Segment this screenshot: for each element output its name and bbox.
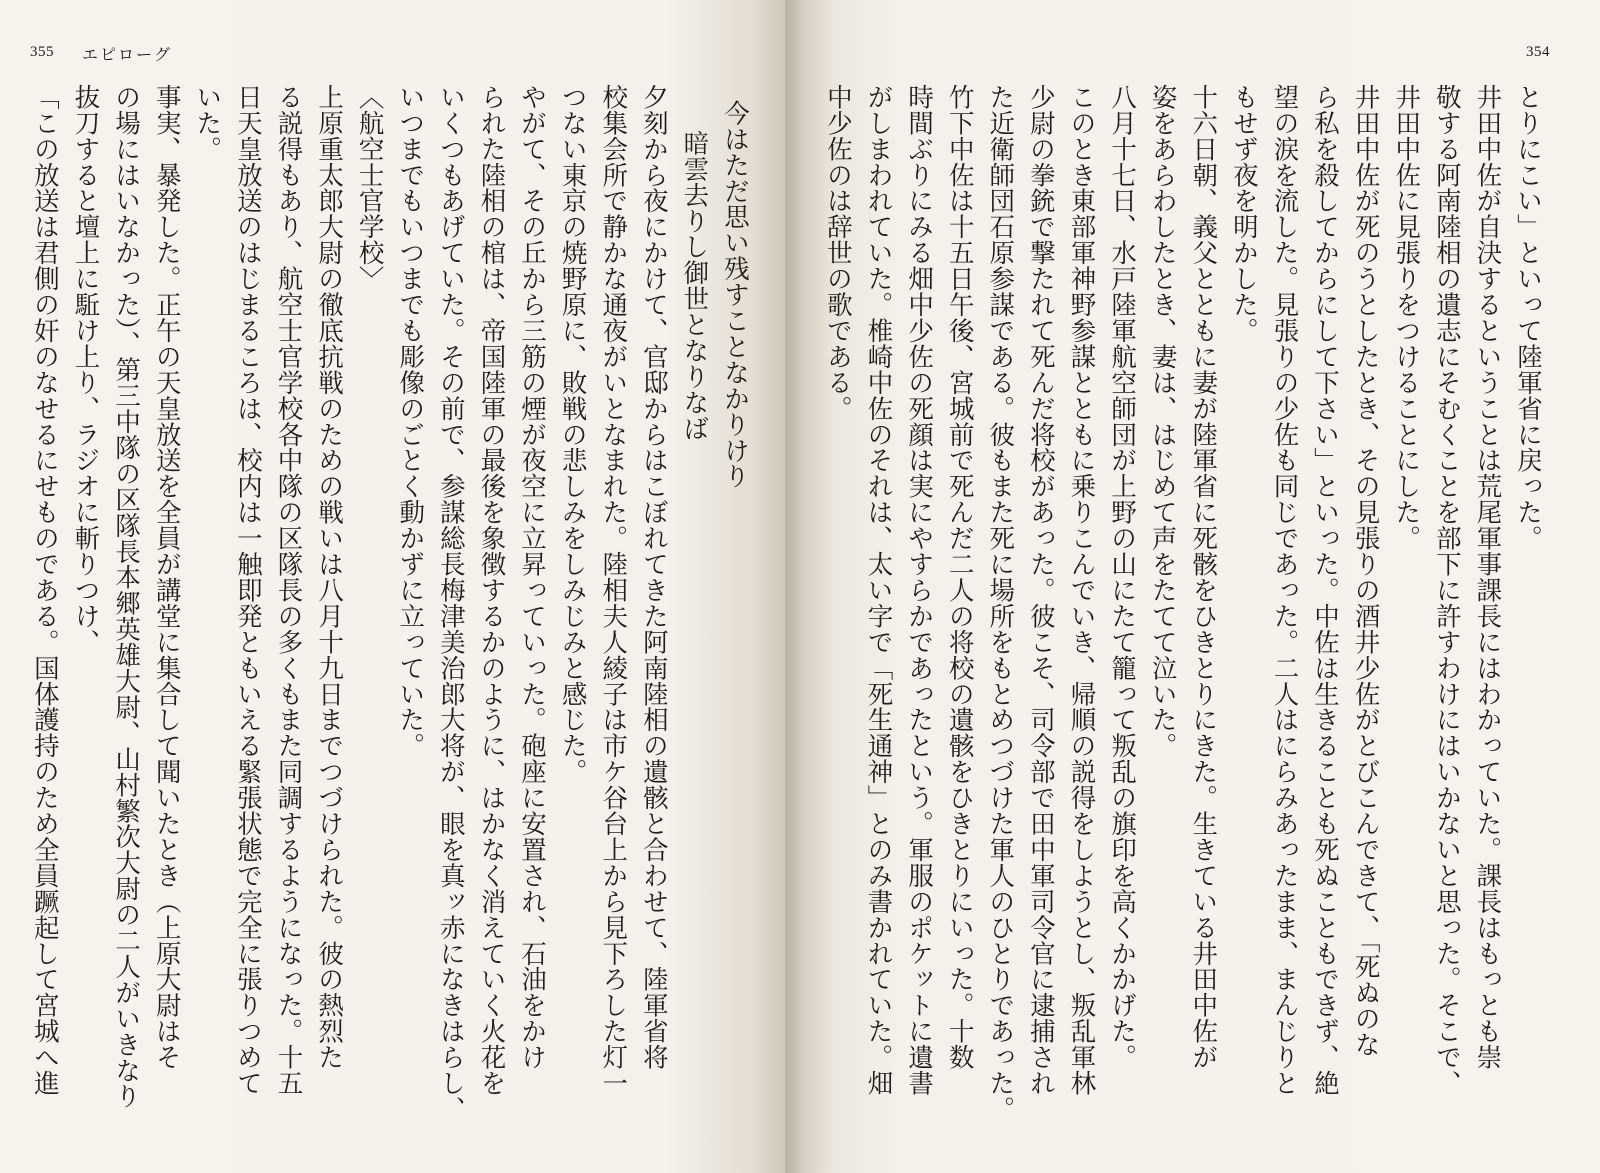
text-column: 望の涙を流した。見張りの少佐も同じであった。二人はにらみあったまま、まんじりと <box>1269 84 1300 1097</box>
left-page-body <box>24 84 755 1124</box>
text-column: 十六日朝、義父とともに妻が陸軍省に死骸をひきとりにきた。生きている井田中佐が <box>1188 84 1219 1071</box>
text-column: このとき東部軍神野参謀とともに乗りこんでいき、帰順の説得をしようとし、叛乱軍林 <box>1066 84 1097 1097</box>
text-column: 井田中佐が自決するということは荒尾軍事課長にはわかっていた。課長はもっとも崇 <box>1472 84 1503 1071</box>
text-column: つない東京の焼野原に、敗戦の悲しみをしみじみと感じた。 <box>557 84 588 785</box>
text-column: 抜刀すると壇上に駈け上り、ラジオに斬りつけ、 <box>70 84 101 655</box>
right-page-body <box>817 84 1548 1124</box>
text-column: 日天皇放送のはじまるころは、校内は一触即発ともいえる緊張状態で完全に張りつめて <box>232 84 263 1097</box>
text-column: 八月十七日、水戸陸軍航空師団が上野の山にたて籠って叛乱の旗印を高くかかげた。 <box>1107 84 1138 1071</box>
text-column: 事実、暴発した。正午の天皇放送を全員が講堂に集合して聞いたとき（上原大尉はそ <box>151 84 182 1071</box>
page-number-right: 354 <box>1526 44 1550 60</box>
text-column: がしまわれていた。椎崎中佐のそれは、太い字で「死生通神」とのみ書かれていた。畑 <box>863 84 894 1097</box>
text-column: の場にはいなかった）、第三中隊の区隊長本郷英雄大尉、山村繁次大尉の二人がいきなり <box>111 84 142 1110</box>
page-number-left: 355 <box>30 44 54 60</box>
text-column: とりにこい」といって陸軍省に戻った。 <box>1513 84 1543 552</box>
text-column: 中少佐のは辞世の歌である。 <box>822 84 853 422</box>
text-column: いくつもあげていた。その前で、参謀総長梅津美治郎大将が、眼を真ッ赤になきはらし、 <box>435 84 466 1122</box>
text-column: 姿をあらわしたとき、妻は、はじめて声をたてて泣いた。 <box>1147 84 1178 759</box>
section-heading: 〈航空士官学校〉 <box>354 84 385 292</box>
text-column: る説得もあり、航空士官学校各中隊の区隊長の多くもまた同調するようになった。十五 <box>273 84 304 1097</box>
text-column: た近衛師団石原参謀である。彼もまた死に場所をもとめつづけた軍人のひとりであった。 <box>985 84 1016 1122</box>
text-column: 校集会所で静かな通夜がいとなまれた。陸相夫人綾子は市ケ谷台上から見下ろした灯一 <box>598 84 629 1097</box>
text-column: やがて、その丘から三筋の煙が夜空に立昇っていった。砲座に安置され、石油をかけ <box>517 84 548 1071</box>
text-column: 夕刻から夜にかけて、官邸からはこぼれてきた阿南陸相の遺骸と合わせて、陸軍省将 <box>638 84 669 1071</box>
text-column: 上原重太郎大尉の徹底抗戦のための戦いは八月十九日までつづけられた。彼の熱烈た <box>314 84 345 1071</box>
right-page <box>785 0 1600 1173</box>
text-column: いた。 <box>192 84 223 162</box>
left-page <box>0 0 785 1173</box>
text-column: 時間ぶりにみる畑中少佐の死顔は実にやすらかであったという。軍服のポケットに遺書 <box>904 84 935 1097</box>
text-column: 竹下中佐は十五日午後、宮城前で死んだ二人の将校の遺骸をひきとりにいった。十数 <box>944 84 975 1071</box>
text-column: ら私を殺してからにして下さい」といった。中佐は生きることも死ぬこともできず、絶 <box>1310 84 1341 1097</box>
text-column: られた陸相の棺は、帝国陸軍の最後を象徴するかのように、はかなく消えていく火花を <box>476 84 507 1097</box>
text-column: 少尉の拳銃で撃たれて死んだ将校があった。彼こそ、司令部で田中軍司令官に逮捕され <box>1025 84 1056 1097</box>
text-column: 井田中佐が死のうとしたとき、その見張りの酒井少佐がとびこんできて、「死ぬのな <box>1350 84 1381 1058</box>
text-column: 「この放送は君側の奸のなせるにせものである。国体護持のため全員蹶起して宮城へ進 <box>29 84 60 1097</box>
text-column: いつまでもいつまでも彫像のごとく動かずに立っていた。 <box>395 84 426 759</box>
poem-line-1: 今はただ思い残すことなかりけり <box>720 100 750 490</box>
poem-line-2: 暗雲去りし御世となりなば <box>679 130 710 442</box>
running-head: エピローグ <box>82 45 173 64</box>
text-column: 敬する阿南陸相の遺志にそむくことを部下に許すわけにはいかないと思った。そこで、 <box>1431 84 1462 1097</box>
text-column: もせず夜を明かした。 <box>1228 84 1259 344</box>
text-column: 井田中佐に見張りをつけることにした。 <box>1391 84 1422 552</box>
